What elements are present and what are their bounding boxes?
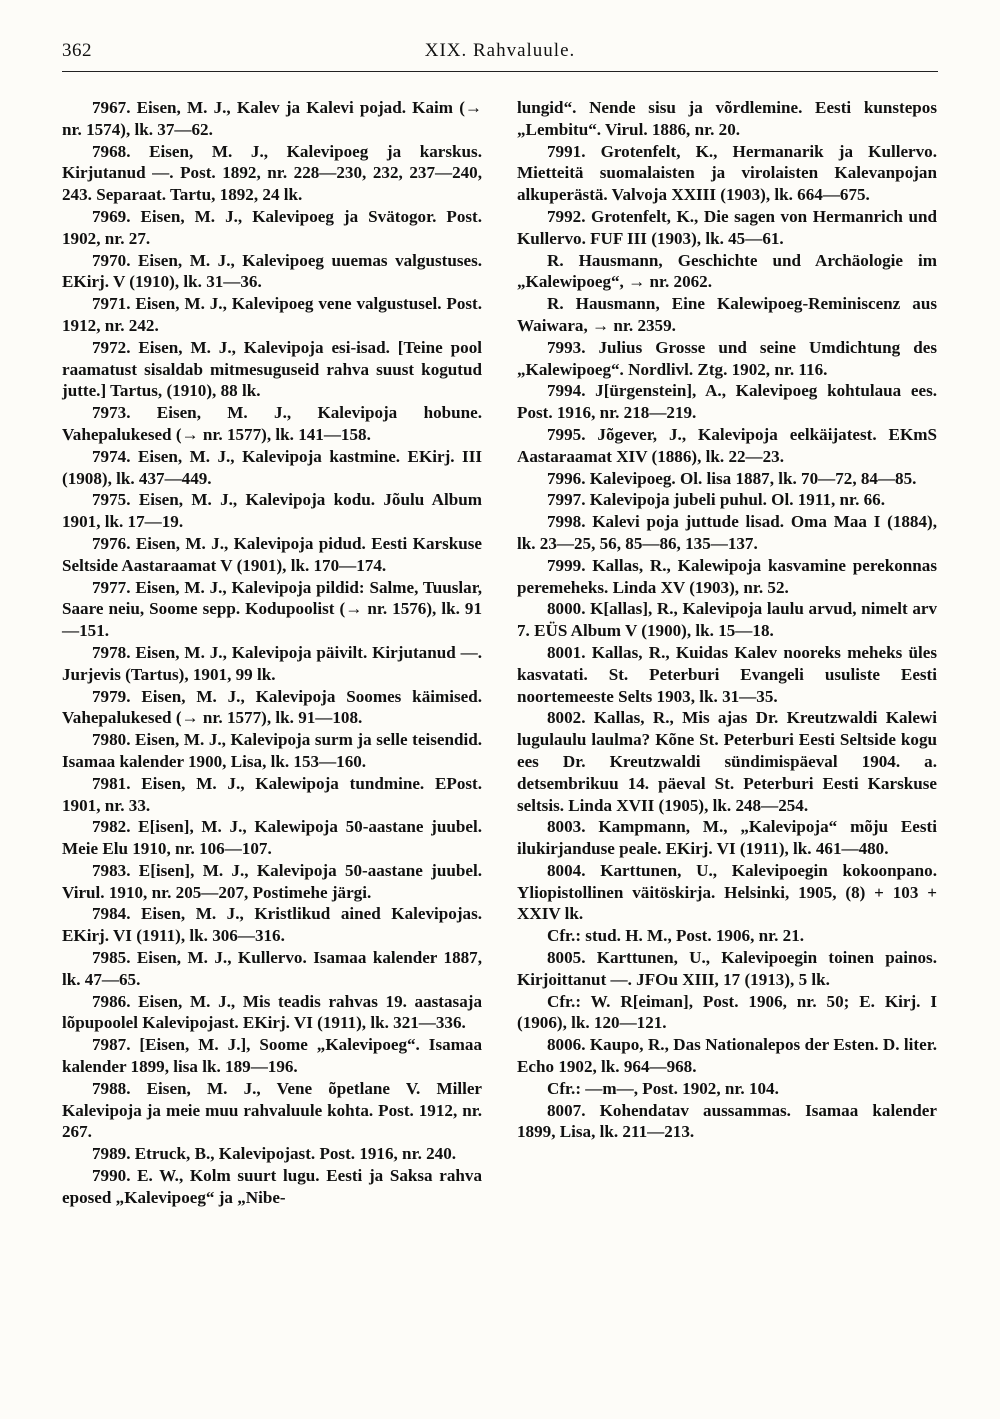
bibliography-entry: 7985. Eisen, M. J., Kullervo. Isamaa kalender 1887, lk. 47—65. (62, 948, 482, 989)
bibliography-entry: 7996. Kalevipoeg. Ol. lisa 1887, lk. 70—72, 84—85. (547, 468, 917, 488)
bibliography-entry: 7993. Julius Grosse und seine Umdichtung des „Kalewipoeg“. Nordlivl. Ztg. 1902, nr. 116. (517, 337, 937, 379)
page-number: 362 (62, 40, 92, 61)
bibliography-entry: 7969. Eisen, M. J., Kalevipoeg ja Svätogor. Post. 1902, nr. 27. (62, 206, 482, 248)
bibliography-entry: 7997. Kalevipoja jubeli puhul. Ol. 1911, nr. 66. (547, 490, 885, 510)
bibliography-entry: 8000. K[allas], R., Kalevipoja laulu arvud, nimelt arv 7. EÜS Album V (1900), lk. 15—18. (517, 599, 937, 641)
bibliography-entry: 7988. Eisen, M. J., Vene õpetlane V. Miller Kalevipoja ja meie muu rahvaluule kohta. Post. 1912, nr. 267. (62, 1078, 482, 1142)
bibliography-entry: Cfr.: —m—, Post. 1902, nr. 104. (547, 1078, 779, 1098)
bibliography-entry: 7967. Eisen, M. J., Kalev ja Kalevi pojad. Kaim (→ nr. 1574), lk. 37—62. (62, 98, 482, 139)
bibliography-entry: 8001. Kallas, R., Kuidas Kalev nooreks meheks üles kasvatati. St. Peterburi Evangeli usuliste Eesti noortemeeste Selts 1903, lk. 31—35. (517, 642, 937, 706)
header-rule (62, 71, 938, 72)
bibliography-entry: 7986. Eisen, M. J., Mis teadis rahvas 19. aastasaja lõpupoolel Kalevipojast. EKirj. VI (1911), lk. 321—336. (62, 991, 482, 1033)
bibliography-entry: Cfr.: W. R[eiman], Post. 1906, nr. 50; E. Kirj. I (1906), lk. 120—121. (517, 991, 937, 1033)
bibliography-entry: R. Hausmann, Geschichte und Archäologie im „Kalewipoeg“, → nr. 2062. (517, 250, 937, 292)
bibliography-entry: 7976. Eisen, M. J., Kalevipoja pidud. Eesti Karskuse Seltside Aastaraamat V (1901), lk. 170—174. (62, 533, 482, 575)
bibliography-entry: 7983. E[isen], M. J., Kalevipoja 50-aastane juubel. Virul. 1910, nr. 205—207, Postimehe järgi. (62, 860, 482, 902)
bibliography-entry: 7992. Grotenfelt, K., Die sagen von Hermanrich und Kullervo. FUF III (1903), lk. 45—61. (517, 206, 937, 248)
bibliography-entry: 7980. Eisen, M. J., Kalevipoja surm ja selle teisendid. Isamaa kalender 1900, Lisa, lk. 153—160. (62, 730, 482, 771)
bibliography-entry: 7987. [Eisen, M. J.], Soome „Kalevipoeg“. Isamaa kalender 1899, lisa lk. 189—196. (62, 1035, 482, 1077)
bibliography-entry: 8003. Kampmann, M., „Kalevipoja“ mõju Eesti ilukirjanduse peale. EKirj. VI (1911), lk. 461—480. (517, 817, 937, 859)
bibliography-entry: 7971. Eisen, M. J., Kalevipoeg vene valgustusel. Post. 1912, nr. 242. (62, 294, 482, 335)
bibliography-entry: 7979. Eisen, M. J., Kalevipoja Soomes käimised. Vahepalukesed (→ nr. 1577), lk. 91—108. (62, 686, 482, 728)
bibliography-entry: 8006. Kaupo, R., Das Nationalepos der Esten. D. liter. Echo 1902, lk. 964—968. (517, 1035, 937, 1077)
bibliography-entry: 8004. Karttunen, U., Kalevipoegin kokoonpano. Yliopistollinen väitöskirja. Helsinki, 1905, (8) + 103 + XXIV lk. (517, 860, 937, 924)
bibliography-entry: 7982. E[isen], M. J., Kalewipoja 50-aastane juubel. Meie Elu 1910, nr. 106—107. (62, 817, 482, 859)
bibliography-entry: 7978. Eisen, M. J., Kalevipoja päivilt. Kirjutanud —. Jurjevis (Tartus), 1901, 99 lk. (62, 642, 482, 684)
bibliography-entry: 7970. Eisen, M. J., Kalevipoeg uuemas valgustuses. EKirj. V (1910), lk. 31—36. (62, 250, 482, 292)
bibliography-entry: 7968. Eisen, M. J., Kalevipoeg ja karskus. Kirjutanud —. Post. 1892, nr. 228—230, 232, 237—240, 243. Separaat. Tartu, 1892, 24 lk. (62, 141, 482, 205)
bibliography-entry: 8005. Karttunen, U., Kalevipoegin toinen painos. Kirjoittanut —. JFOu XIII, 17 (1913), 5 lk. (517, 948, 937, 989)
right-column (517, 97, 937, 1143)
bibliography-entry: 7984. Eisen, M. J., Kristlikud ained Kalevipojas. EKirj. VI (1911), lk. 306—316. (62, 904, 482, 946)
bibliography-entry: lungid“. Nende sisu ja võrdlemine. Eesti kunstepos „Lembitu“. Virul. 1886, nr. 20. (517, 98, 937, 139)
bibliography-entry: 7990. E. W., Kolm suurt lugu. Eesti ja Saksa rahva eposed „Kalevipoeg“ ja „Nibe- (62, 1166, 482, 1207)
bibliography-entry: 7972. Eisen, M. J., Kalevipoja esi-isad. [Teine pool raamatust sisaldab mitmesuguseid rahva suust kogutud jutte.] Tartus, (1910), 88 lk. (62, 337, 482, 401)
left-column (62, 97, 482, 1209)
bibliography-entry: 7995. Jõgever, J., Kalevipoja eelkäijatest. EKmS Aastaraamat XIV (1886), lk. 22—23. (517, 424, 937, 466)
bibliography-entry: 7998. Kalevi poja juttude lisad. Oma Maa I (1884), lk. 23—25, 56, 85—86, 135—137. (517, 512, 937, 553)
bibliography-entry: 7974. Eisen, M. J., Kalevipoja kastmine. EKirj. III (1908), lk. 437—449. (62, 446, 482, 488)
bibliography-entry: Cfr.: stud. H. M., Post. 1906, nr. 21. (547, 926, 805, 946)
bibliography-entry: 7989. Etruck, B., Kalevipojast. Post. 1916, nr. 240. (92, 1144, 457, 1164)
bibliography-entry: 8002. Kallas, R., Mis ajas Dr. Kreutzwaldi Kalewi lugulaulu laulma? Kõne St. Peterburi Eesti Seltside kogu ees Dr. Kreutzwaldi sündimispäeval 1904. a. detsembrikuu 14. päeval St. Peterburi Eesti Karskuse seltsis. Linda XVII (1905), lk. 248—254. (517, 708, 937, 815)
bibliography-entry: 7973. Eisen, M. J., Kalevipoja hobune. Vahepalukesed (→ nr. 1577), lk. 141—158. (62, 403, 482, 444)
bibliography-entry: 7977. Eisen, M. J., Kalevipoja pildid: Salme, Tuuslar, Saare neiu, Soome sepp. Kodupoolist (→ nr. 1576), lk. 91—151. (62, 577, 482, 641)
bibliography-entry: 7999. Kallas, R., Kalewipoja kasvamine perekonnas peremeheks. Linda XV (1903), nr. 52. (517, 555, 937, 597)
bibliography-entry: 7975. Eisen, M. J., Kalevipoja kodu. Jõulu Album 1901, lk. 17—19. (62, 490, 482, 532)
bibliography-entry: 7981. Eisen, M. J., Kalewipoja tundmine. EPost. 1901, nr. 33. (62, 773, 482, 815)
running-title: XIX. Rahvaluule. (424, 40, 576, 61)
bibliography-entry: 7991. Grotenfelt, K., Hermanarik ja Kullervo. Mietteitä suomalaisten ja virolaisten Kalevanpojan alkuperästä. Valvoja XXIII (1903), lk. 664—675. (517, 141, 937, 205)
bibliography-entry: R. Hausmann, Eine Kalewipoeg-Reminiscenz aus Waiwara, → nr. 2359. (517, 294, 937, 335)
bibliography-entry: 7994. J[ürgenstein], A., Kalevipoeg kohtulaua ees. Post. 1916, nr. 218—219. (517, 381, 937, 423)
bibliography-entry: 8007. Kohendatav aussammas. Isamaa kalender 1899, Lisa, lk. 211—213. (517, 1100, 937, 1142)
page-header (62, 40, 938, 74)
